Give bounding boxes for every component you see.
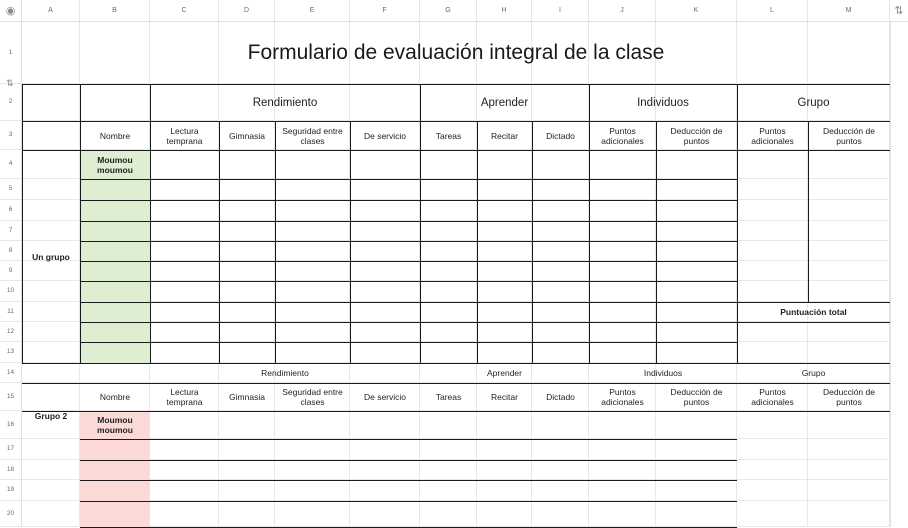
column-header-g[interactable]: G — [420, 0, 477, 22]
score-cell[interactable] — [420, 200, 477, 221]
group-one-label[interactable]: Un grupo — [32, 251, 70, 262]
score-cell[interactable] — [656, 261, 737, 281]
row-header-11[interactable]: 11 — [0, 302, 22, 322]
score-cell[interactable] — [219, 150, 275, 179]
score-cell[interactable] — [532, 261, 589, 281]
score-cell[interactable] — [589, 281, 656, 302]
row-header-20[interactable]: 20 — [0, 501, 22, 527]
score-cell[interactable] — [420, 501, 477, 527]
student-name-cell[interactable] — [80, 261, 150, 281]
row-header-13[interactable]: 13 — [0, 342, 22, 363]
score-cell[interactable] — [477, 221, 532, 241]
score-cell[interactable] — [219, 342, 275, 363]
score-cell[interactable] — [656, 221, 737, 241]
score-cell[interactable] — [275, 439, 350, 460]
score-cell[interactable] — [219, 480, 275, 501]
score-cell[interactable] — [477, 261, 532, 281]
score-cell[interactable] — [150, 281, 219, 302]
row-header-12[interactable]: 12 — [0, 322, 22, 342]
score-cell[interactable] — [275, 302, 350, 322]
group-two-label[interactable]: Grupo 2 — [34, 411, 68, 421]
score-cell[interactable] — [589, 179, 656, 200]
column-header-l[interactable]: L — [737, 0, 808, 22]
score-cell[interactable] — [275, 322, 350, 342]
section-individuals[interactable]: Individuos — [643, 368, 683, 378]
score-cell[interactable] — [532, 241, 589, 261]
section-individuals[interactable]: Individuos — [637, 96, 689, 109]
score-cell[interactable] — [532, 322, 589, 342]
student-name-cell[interactable] — [80, 200, 150, 221]
score-cell[interactable] — [589, 261, 656, 281]
header-safety[interactable]: Seguridad entre clases — [282, 387, 343, 407]
student-name-cell[interactable] — [80, 501, 150, 527]
score-cell[interactable] — [420, 241, 477, 261]
score-cell[interactable] — [477, 281, 532, 302]
score-cell[interactable] — [532, 150, 589, 179]
row-header-2[interactable]: 2 — [0, 84, 22, 121]
score-cell[interactable] — [275, 281, 350, 302]
header-early-reading[interactable]: Lectura temprana — [166, 125, 203, 146]
score-cell[interactable] — [150, 241, 219, 261]
row-header-15[interactable]: 15 — [0, 383, 22, 411]
header-recite[interactable]: Recitar — [491, 130, 518, 141]
score-cell[interactable] — [275, 221, 350, 241]
section-group[interactable]: Grupo — [797, 96, 830, 109]
score-cell[interactable] — [275, 460, 350, 480]
header-homework[interactable]: Tareas — [435, 392, 462, 402]
score-cell[interactable] — [219, 241, 275, 261]
score-cell[interactable] — [420, 460, 477, 480]
header-dictation[interactable]: Dictado — [546, 392, 575, 402]
row-header-7[interactable]: 7 — [0, 221, 22, 241]
score-cell[interactable] — [350, 150, 420, 179]
score-cell[interactable] — [420, 439, 477, 460]
score-cell[interactable] — [150, 261, 219, 281]
row-header-3[interactable]: 3 — [0, 121, 22, 150]
score-cell[interactable] — [477, 411, 532, 439]
header-gym[interactable]: Gimnasia — [229, 130, 265, 141]
score-cell[interactable] — [477, 150, 532, 179]
border-line — [80, 342, 737, 343]
student-name-cell[interactable] — [80, 342, 150, 363]
column-header-h[interactable]: H — [477, 0, 532, 22]
score-cell[interactable] — [219, 281, 275, 302]
score-cell[interactable] — [420, 221, 477, 241]
score-cell[interactable] — [350, 322, 420, 342]
row-header-18[interactable]: 18 — [0, 460, 22, 480]
border-line — [80, 439, 737, 440]
border-line — [80, 460, 737, 461]
score-cell[interactable] — [477, 480, 532, 501]
score-cell[interactable] — [420, 480, 477, 501]
score-cell[interactable] — [420, 342, 477, 363]
student-name-cell[interactable] — [80, 221, 150, 241]
border-line — [808, 121, 809, 302]
column-header-a[interactable]: A — [22, 0, 80, 22]
cell[interactable] — [80, 84, 150, 121]
score-cell[interactable] — [275, 179, 350, 200]
score-cell[interactable] — [219, 501, 275, 527]
score-cell[interactable] — [532, 460, 589, 480]
border-line — [80, 480, 737, 481]
total-score-value[interactable] — [737, 322, 890, 363]
header-individual-deduction[interactable]: Deducción de puntos — [670, 387, 723, 407]
student-name-cell[interactable] — [80, 460, 150, 480]
student-name[interactable]: Moumou moumou — [80, 411, 150, 439]
score-cell[interactable] — [150, 501, 219, 527]
score-cell[interactable] — [150, 322, 219, 342]
score-cell[interactable] — [532, 221, 589, 241]
group-deduction-cell[interactable] — [808, 150, 890, 302]
score-cell[interactable] — [350, 281, 420, 302]
column-header-j[interactable]: J — [589, 0, 656, 22]
border-line — [737, 322, 890, 323]
row-header-8[interactable]: 8 — [0, 241, 22, 261]
header-recite[interactable]: Recitar — [491, 392, 518, 402]
column-header-e[interactable]: E — [275, 0, 350, 22]
border-line — [22, 383, 890, 384]
score-cell[interactable] — [532, 501, 589, 527]
score-cell[interactable] — [350, 411, 420, 439]
score-cell[interactable] — [350, 342, 420, 363]
score-cell[interactable] — [589, 302, 656, 322]
header-service[interactable]: De servicio — [363, 392, 407, 402]
score-cell[interactable] — [477, 241, 532, 261]
score-cell[interactable] — [477, 460, 532, 480]
row-header-16[interactable]: 16 — [0, 411, 22, 439]
score-cell[interactable] — [420, 150, 477, 179]
border-line — [80, 281, 737, 282]
score-cell[interactable] — [656, 342, 737, 363]
border-line — [22, 363, 890, 364]
border-line — [420, 84, 421, 363]
border-line — [80, 200, 737, 201]
border-line — [80, 221, 737, 222]
score-cell[interactable] — [656, 501, 737, 527]
score-cell[interactable] — [589, 411, 656, 439]
header-gym[interactable]: Gimnasia — [229, 392, 265, 402]
total-score-label[interactable]: Puntuación total — [780, 307, 847, 317]
border-line — [80, 302, 737, 303]
score-cell[interactable] — [219, 179, 275, 200]
border-line — [22, 411, 890, 412]
score-cell[interactable] — [589, 501, 656, 527]
header-individual-bonus[interactable]: Puntos adicionales — [601, 125, 644, 146]
row-header-6[interactable]: 6 — [0, 200, 22, 221]
score-cell[interactable] — [420, 302, 477, 322]
student-name-cell[interactable] — [80, 179, 150, 200]
section-learn[interactable]: Aprender — [480, 96, 529, 109]
score-cell[interactable] — [656, 281, 737, 302]
score-cell[interactable] — [350, 460, 420, 480]
border-line — [80, 501, 737, 502]
score-cell[interactable] — [150, 179, 219, 200]
score-cell[interactable] — [350, 241, 420, 261]
score-cell[interactable] — [350, 221, 420, 241]
score-cell[interactable] — [656, 241, 737, 261]
score-cell[interactable] — [219, 200, 275, 221]
score-cell[interactable] — [350, 501, 420, 527]
student-name-cell[interactable] — [80, 281, 150, 302]
border-line — [80, 261, 737, 262]
score-cell[interactable] — [532, 179, 589, 200]
score-cell[interactable] — [589, 322, 656, 342]
score-cell[interactable] — [275, 150, 350, 179]
score-cell[interactable] — [150, 302, 219, 322]
score-cell[interactable] — [219, 302, 275, 322]
score-cell[interactable] — [656, 302, 737, 322]
sheet-right-margin — [890, 22, 908, 527]
score-cell[interactable] — [532, 302, 589, 322]
score-cell[interactable] — [656, 150, 737, 179]
section-group[interactable]: Grupo — [801, 368, 826, 378]
score-cell[interactable] — [532, 281, 589, 302]
student-name-cell[interactable] — [80, 439, 150, 460]
score-cell[interactable] — [275, 261, 350, 281]
score-cell[interactable] — [350, 200, 420, 221]
row-header-9[interactable]: 9 — [0, 261, 22, 281]
header-individual-deduction[interactable]: Deducción de puntos — [670, 125, 723, 146]
score-cell[interactable] — [219, 221, 275, 241]
section-learn[interactable]: Aprender — [487, 368, 522, 378]
score-cell[interactable] — [589, 241, 656, 261]
score-cell[interactable] — [150, 200, 219, 221]
border-line — [477, 121, 478, 363]
student-name-cell[interactable] — [80, 302, 150, 322]
freeze-rows-icon[interactable]: ⇅ — [6, 78, 14, 88]
student-name-cell[interactable] — [80, 241, 150, 261]
score-cell[interactable] — [350, 480, 420, 501]
score-cell[interactable] — [420, 261, 477, 281]
score-cell[interactable] — [275, 200, 350, 221]
score-cell[interactable] — [656, 411, 737, 439]
header-group-deduction[interactable]: Deducción de puntos — [823, 125, 875, 146]
score-cell[interactable] — [589, 342, 656, 363]
cell[interactable] — [80, 363, 150, 383]
score-cell[interactable] — [219, 322, 275, 342]
column-header-f[interactable]: F — [350, 0, 420, 22]
column-header-d[interactable]: D — [219, 0, 275, 22]
score-cell[interactable] — [150, 150, 219, 179]
header-group-bonus[interactable]: Puntos adicionales — [751, 125, 794, 146]
header-individual-bonus[interactable]: Puntos adicionales — [601, 387, 644, 407]
score-cell[interactable] — [150, 480, 219, 501]
student-name[interactable]: Moumou moumou — [80, 150, 150, 179]
border-line — [532, 121, 533, 363]
score-cell[interactable] — [656, 322, 737, 342]
score-cell[interactable] — [420, 322, 477, 342]
row-header-10[interactable]: 10 — [0, 281, 22, 302]
border-line — [150, 84, 151, 363]
score-cell[interactable] — [656, 200, 737, 221]
score-cell[interactable] — [350, 302, 420, 322]
border-line — [219, 121, 220, 363]
border-line — [80, 84, 81, 363]
border-line — [80, 322, 737, 323]
score-cell[interactable] — [532, 411, 589, 439]
column-header-m[interactable]: M — [808, 0, 890, 22]
score-cell[interactable] — [532, 342, 589, 363]
column-header-b[interactable]: B — [80, 0, 150, 22]
score-cell[interactable] — [477, 302, 532, 322]
score-cell[interactable] — [656, 480, 737, 501]
score-cell[interactable] — [420, 179, 477, 200]
section-performance[interactable]: Rendimiento — [261, 368, 309, 378]
score-cell[interactable] — [656, 179, 737, 200]
cell[interactable] — [22, 84, 80, 121]
row-header-5[interactable]: 5 — [0, 179, 22, 200]
score-cell[interactable] — [219, 439, 275, 460]
score-cell[interactable] — [219, 460, 275, 480]
score-cell[interactable] — [532, 200, 589, 221]
header-homework[interactable]: Tareas — [435, 130, 462, 141]
score-cell[interactable] — [589, 221, 656, 241]
header-dictation[interactable]: Dictado — [546, 130, 575, 141]
score-cell[interactable] — [532, 480, 589, 501]
border-line — [275, 121, 276, 363]
score-cell[interactable] — [150, 342, 219, 363]
header-early-reading[interactable]: Lectura temprana — [166, 387, 203, 407]
header-service[interactable]: De servicio — [363, 130, 407, 141]
score-cell[interactable] — [275, 480, 350, 501]
column-header-k[interactable]: K — [656, 0, 737, 22]
score-cell[interactable] — [589, 439, 656, 460]
score-cell[interactable] — [150, 221, 219, 241]
header-safety[interactable]: Seguridad entre clases — [282, 125, 343, 146]
score-cell[interactable] — [656, 460, 737, 480]
row-header-14[interactable]: 14 — [0, 363, 22, 383]
group-bonus-cell[interactable] — [737, 150, 808, 302]
border-line — [589, 84, 590, 363]
score-cell[interactable] — [350, 261, 420, 281]
header-group-deduction[interactable]: Deducción de puntos — [823, 387, 875, 407]
score-cell[interactable] — [219, 411, 275, 439]
score-cell[interactable] — [350, 179, 420, 200]
score-cell[interactable] — [589, 480, 656, 501]
border-line — [22, 150, 890, 151]
header-name[interactable]: Nombre — [99, 130, 131, 141]
student-name-cell[interactable] — [80, 480, 150, 501]
score-cell[interactable] — [532, 439, 589, 460]
row-header-1[interactable]: 1 — [0, 22, 22, 84]
score-cell[interactable] — [275, 501, 350, 527]
cell[interactable] — [22, 383, 80, 411]
score-cell[interactable] — [589, 150, 656, 179]
freeze-columns-icon[interactable]: ⇅ — [890, 0, 908, 22]
sheet-title[interactable]: Formulario de evaluación integral de la clase — [247, 41, 665, 64]
score-cell[interactable] — [150, 460, 219, 480]
score-cell[interactable] — [589, 460, 656, 480]
score-cell[interactable] — [477, 200, 532, 221]
score-cell[interactable] — [275, 411, 350, 439]
header-name[interactable]: Nombre — [99, 392, 131, 402]
eye-icon[interactable]: ◉ — [0, 0, 22, 22]
header-group-bonus[interactable]: Puntos adicionales — [751, 387, 794, 407]
column-header-c[interactable]: C — [150, 0, 219, 22]
cell[interactable] — [22, 363, 80, 383]
row-header-19[interactable]: 19 — [0, 480, 22, 501]
score-cell[interactable] — [477, 501, 532, 527]
section-performance[interactable]: Rendimiento — [252, 96, 318, 109]
score-cell[interactable] — [477, 439, 532, 460]
score-cell[interactable] — [477, 179, 532, 200]
score-cell[interactable] — [420, 411, 477, 439]
row-header-4[interactable]: 4 — [0, 150, 22, 179]
row-header-17[interactable]: 17 — [0, 439, 22, 460]
column-header-i[interactable]: I — [532, 0, 589, 22]
border-line — [22, 121, 890, 122]
border-line — [80, 179, 737, 180]
score-cell[interactable] — [656, 439, 737, 460]
score-cell[interactable] — [275, 342, 350, 363]
score-cell[interactable] — [477, 342, 532, 363]
border-line — [80, 241, 737, 242]
border-line — [737, 302, 890, 303]
score-cell[interactable] — [589, 200, 656, 221]
border-line — [22, 84, 890, 85]
score-cell[interactable] — [477, 322, 532, 342]
student-name-cell[interactable] — [80, 322, 150, 342]
score-cell[interactable] — [150, 439, 219, 460]
score-cell[interactable] — [275, 241, 350, 261]
score-cell[interactable] — [350, 439, 420, 460]
score-cell[interactable] — [219, 261, 275, 281]
score-cell[interactable] — [150, 411, 219, 439]
score-cell[interactable] — [420, 281, 477, 302]
cell[interactable] — [22, 121, 80, 150]
border-line — [656, 121, 657, 363]
border-line — [350, 121, 351, 363]
border-line — [737, 84, 738, 363]
